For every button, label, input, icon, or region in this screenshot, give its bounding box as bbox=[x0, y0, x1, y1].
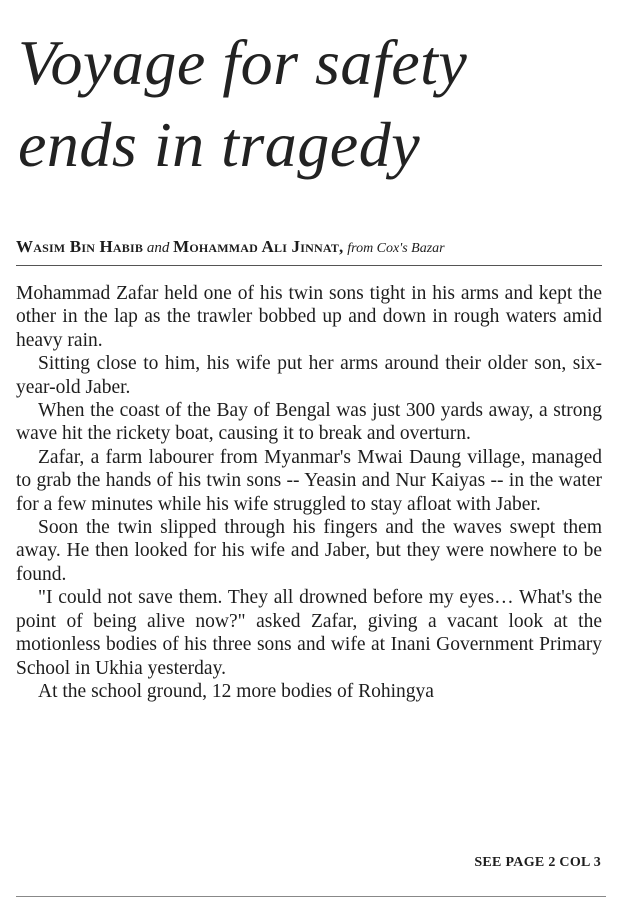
paragraph: Sitting close to him, his wife put her arms around their older son, six-year-old Jaber. bbox=[16, 353, 602, 398]
headline-line-1: Voyage for safety bbox=[18, 27, 468, 98]
paragraph: When the coast of the Bay of Bengal was just 300 yards away, a strong wave hit the rickety boat, causing it to break and overturn. bbox=[16, 400, 602, 445]
author-name: Mohammad Ali Jinnat, bbox=[173, 237, 344, 256]
continuation-note: SEE PAGE 2 COL 3 bbox=[474, 855, 601, 870]
headline-line-2: ends in tragedy bbox=[18, 109, 421, 180]
paragraph: Soon the twin slipped through his fingers and the waves swept them away. He then looked for his wife and Jaber, but they were nowhere to be found. bbox=[16, 517, 602, 585]
author-name: Wasim Bin Habib bbox=[16, 237, 144, 256]
paragraph: "I could not save them. They all drowned before my eyes… What's the point of being alive now?" asked Zafar, giving a vacant look at the motionless bodies of his three sons and wife at Inani Government Primary School in Ukhia yesterday. bbox=[16, 587, 602, 679]
byline-connector: and bbox=[146, 240, 170, 256]
paragraph: Mohammad Zafar held one of his twin sons tight in his arms and kept the other in the lap as the trawler bobbed up and down in rough waters amid heavy rain. bbox=[16, 283, 602, 351]
headline bbox=[18, 22, 618, 186]
paragraph: Zafar, a farm labourer from Myanmar's Mwai Daung village, managed to grab the hands of his twin sons -- Yeasin and Nur Kaiyas -- in the water for a few minutes while his wife struggled to stay afloat with Jaber. bbox=[16, 446, 602, 515]
byline bbox=[16, 238, 602, 266]
article-body bbox=[16, 282, 602, 703]
dateline-location: from Cox's Bazar bbox=[347, 241, 445, 256]
paragraph: At the school ground, 12 more bodies of Rohingya bbox=[38, 680, 434, 702]
bottom-divider bbox=[16, 896, 606, 897]
